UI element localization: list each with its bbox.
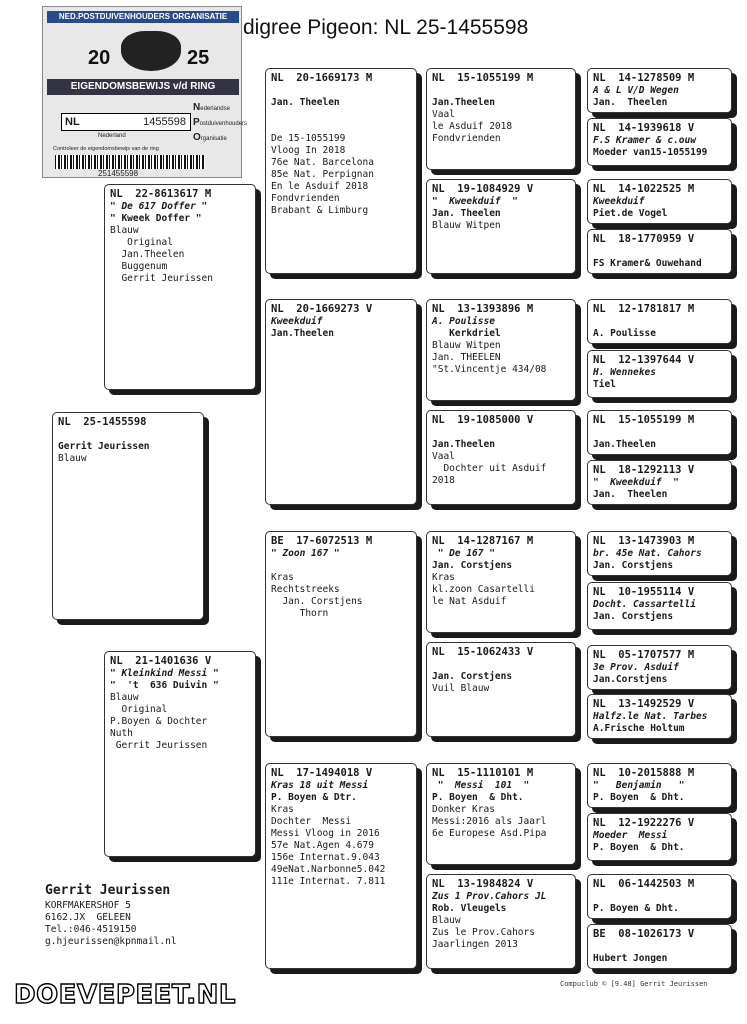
- pigeon-line: Blauw Witpen: [432, 340, 501, 351]
- pigeon-ring: NL 14-1022525 M: [593, 183, 695, 195]
- pigeon-line: 57e Nat.Agen 4.679: [271, 840, 374, 851]
- pigeon-line: Blauw: [58, 453, 87, 464]
- pigeon-ring: NL 15-1062433 V: [432, 646, 534, 658]
- pigeon-line: Original: [110, 704, 168, 715]
- pigeon-card-ssd: [426, 179, 576, 274]
- pigeon-line: [271, 121, 411, 133]
- pigeon-line: [593, 941, 726, 953]
- pigeon-line: P. Boyen & Dtr.: [271, 792, 357, 803]
- pigeon-line: 111e Internat. 7.811: [271, 876, 386, 887]
- pigeon-line: "St.Vincentje 434/08: [432, 364, 547, 375]
- pigeon-ring: NL 20-1669273 V: [271, 303, 373, 315]
- pigeon-line: " Kweek Doffer ": [110, 213, 202, 224]
- pigeon-line: [432, 85, 570, 97]
- pigeon-line: Vaal: [432, 451, 455, 462]
- pigeon-line: Nuth: [110, 728, 133, 739]
- pigeon-ring: NL 20-1669173 M: [271, 72, 373, 84]
- pigeon-ring: NL 19-1084929 V: [432, 183, 534, 195]
- footer-credit: Compuclub © [9.48] Gerrit Jeurissen: [560, 980, 708, 988]
- pigeon-line: Jaarlingen 2013: [432, 939, 518, 950]
- barcode-number: 251455598: [98, 169, 139, 178]
- pigeon-line: " De 167 ": [432, 548, 495, 559]
- pigeon-line: Tiel: [593, 379, 616, 390]
- ring-card-header: NED.POSTDUIVENHOUDERS ORGANISATIE: [47, 11, 239, 23]
- pigeon-line: " Kweekduif ": [593, 477, 679, 488]
- pigeon-line: H. Wennekes: [593, 367, 656, 378]
- pigeon-card-g8: [587, 460, 732, 505]
- pigeon-line: P.Boyen & Dochter: [110, 716, 208, 727]
- pigeon-card-dd: [265, 763, 417, 969]
- pigeon-line: Jan. Theelen: [593, 489, 668, 500]
- pigeon-line: Jan. Theelen: [271, 97, 340, 108]
- pigeon-line: Gerrit Jeurissen: [58, 441, 150, 452]
- pigeon-line: A.Frische Holtum: [593, 723, 685, 734]
- pigeon-line: Kras: [271, 572, 294, 583]
- pigeon-card-g11: [587, 645, 732, 690]
- pigeon-line: [593, 316, 726, 328]
- pigeon-ring: NL 13-1984824 V: [432, 878, 534, 890]
- pigeon-card-sss: [426, 68, 576, 170]
- pigeon-card-g3: [587, 179, 732, 224]
- pigeon-line: " 't 636 Duivin ": [110, 680, 219, 691]
- pigeon-line: " Benjamin ": [593, 780, 685, 791]
- pigeon-line: Kerkdriel: [432, 328, 501, 339]
- page-title: digree Pigeon: NL 25-1455598: [243, 16, 529, 39]
- pigeon-line: A. Poulisse: [432, 316, 495, 327]
- pigeon-line: Blauw: [110, 225, 139, 236]
- pigeon-line: De 15-1055199: [271, 133, 346, 144]
- pigeon-line: 2018: [432, 475, 455, 486]
- pigeon-card-dds: [426, 763, 576, 865]
- pigeon-line: Hubert Jongen: [593, 953, 668, 964]
- pigeon-line: A. Poulisse: [593, 328, 656, 339]
- pigeon-line: 49eNat.Narbonne5.042: [271, 864, 386, 875]
- pigeon-line: Blauw Witpen: [432, 220, 501, 231]
- pigeon-ring: NL 13-1393896 M: [432, 303, 534, 315]
- ring-card-year-left: 20: [88, 47, 111, 69]
- pigeon-line: Jan.Theelen: [110, 249, 185, 260]
- pigeon-line: Original: [110, 237, 173, 248]
- pigeon-ring: NL 21-1401636 V: [110, 655, 212, 667]
- pigeon-line: Jan.Theelen: [593, 439, 656, 450]
- pigeon-line: Zus 1 Prov.Cahors JL: [432, 891, 547, 902]
- pigeon-ring: NL 15-1055199 M: [432, 72, 534, 84]
- pigeon-line: 6e Europese Asd.Pipa: [432, 828, 547, 839]
- pigeon-ring: NL 10-2015888 M: [593, 767, 695, 779]
- pigeon-card-dsd: [426, 642, 576, 737]
- pigeon-line: Jan. Corstjens: [593, 611, 674, 622]
- owner-email: g.hjeurissen@kpnmail.nl: [45, 936, 177, 947]
- pigeon-line: P. Boyen & Dht.: [593, 903, 679, 914]
- pigeon-line: Moeder van15-1055199: [593, 147, 708, 158]
- pigeon-ring: NL 15-1110101 M: [432, 767, 534, 779]
- pigeon-line: Rob. Vleugels: [432, 903, 507, 914]
- pigeon-card-sd: [265, 299, 417, 505]
- pigeon-ring: NL 06-1442503 M: [593, 878, 695, 890]
- pigeon-line: Kweekduif: [271, 316, 323, 327]
- ring-number-box: [61, 113, 191, 131]
- pigeon-line: Moeder Messi: [593, 830, 668, 841]
- pigeon-line: " Zoon 167 ": [271, 548, 340, 559]
- owner-info: [45, 882, 177, 948]
- pigeon-ring: NL 18-1770959 V: [593, 233, 695, 245]
- pigeon-line: Dochter uit Asduif: [432, 463, 547, 474]
- pigeon-line: 85e Nat. Perpignan: [271, 169, 374, 180]
- pigeon-ring: NL 14-1278509 M: [593, 72, 695, 84]
- pigeon-ring: NL 05-1707577 M: [593, 649, 695, 661]
- pigeon-ring: NL 18-1292113 V: [593, 464, 695, 476]
- pigeon-line: le Asduif 2018: [432, 121, 513, 132]
- pigeon-line: Jan. Corstjens: [593, 560, 674, 571]
- pigeon-line: Jan.Theelen: [432, 97, 495, 108]
- pigeon-card-g9: [587, 531, 732, 576]
- pigeon-card-dss: [426, 531, 576, 633]
- pigeon-line: Buggenum: [110, 261, 168, 272]
- ring-country-code: NL: [65, 116, 80, 128]
- pigeon-card-ddd: [426, 874, 576, 969]
- pigeon-card-sds: [426, 299, 576, 401]
- pigeon-line: 156e Internat.9.043: [271, 852, 380, 863]
- pigeon-line: Rechtstreeks: [271, 584, 340, 595]
- watermark-logo: DOEVEPEET.NL: [14, 980, 236, 1010]
- pigeon-ring: NL 13-1492529 V: [593, 698, 695, 710]
- pigeon-card-g12: [587, 694, 732, 739]
- pigeon-line: Gerrit Jeurissen: [110, 740, 208, 751]
- pigeon-card-sire: [104, 184, 256, 390]
- pigeon-ring: NL 12-1922276 V: [593, 817, 695, 829]
- pigeon-line: Gerrit Jeurissen: [110, 273, 213, 284]
- pigeon-card-g5: [587, 299, 732, 344]
- pigeon-ring: BE 17-6072513 M: [271, 535, 373, 547]
- pigeon-ring: NL 15-1055199 M: [593, 414, 695, 426]
- pigeon-card-ds: [265, 531, 417, 737]
- ring-ownership-card: [42, 6, 248, 178]
- pigeon-line: Vaal: [432, 109, 455, 120]
- pigeon-line: Donker Kras: [432, 804, 495, 815]
- pigeon-line: A & L V/D Wegen: [593, 85, 679, 96]
- pigeon-line: " De 617 Doffer ": [110, 201, 208, 212]
- pigeon-line: [593, 891, 726, 903]
- pigeon-line: Blauw: [110, 692, 139, 703]
- pigeon-line: Halfz.le Nat. Tarbes: [593, 711, 708, 722]
- pigeon-line: [593, 246, 726, 258]
- pigeon-card-g15: [587, 874, 732, 919]
- pigeon-line: En le Asduif 2018: [271, 181, 369, 192]
- ring-card-year-right: 25: [187, 47, 210, 69]
- pigeon-line: Dochter Messi: [271, 816, 352, 827]
- pigeon-line: Thorn: [271, 608, 329, 619]
- ring-card-control-text: Controleer de eigendomsbewijs van de ring: [53, 146, 159, 152]
- pigeon-card-g13: [587, 763, 732, 808]
- pigeon-line: le Nat Asduif: [432, 596, 507, 607]
- pigeon-line: kl.zoon Casartelli: [432, 584, 535, 595]
- pigeon-card-g2: [587, 118, 732, 166]
- pigeon-line: [271, 109, 411, 121]
- pigeon-line: Piet.de Vogel: [593, 208, 668, 219]
- pigeon-line: Brabant & Limburg: [271, 205, 369, 216]
- pigeon-line: Kras: [432, 572, 455, 583]
- pigeon-card-ss: [265, 68, 417, 274]
- pigeon-line: Fondvrienden: [271, 193, 340, 204]
- pigeon-ring: BE 08-1026173 V: [593, 928, 695, 940]
- pigeon-ring: NL 19-1085000 V: [432, 414, 534, 426]
- pigeon-ring: NL 13-1473903 M: [593, 535, 695, 547]
- pigeon-line: P. Boyen & Dht.: [593, 842, 685, 853]
- ring-card-country: Nederland: [98, 133, 126, 139]
- pigeon-card-g10: [587, 582, 732, 630]
- pigeon-line: Jan.Corstjens: [593, 674, 668, 685]
- pigeon-card-sdd: [426, 410, 576, 505]
- npo-letters: Nederlandse Postduivenhouders Organisatie: [193, 102, 248, 143]
- pigeon-ring: NL 10-1955114 V: [593, 586, 695, 598]
- pigeon-card-g4: [587, 229, 732, 274]
- pigeon-line: Blauw: [432, 915, 461, 926]
- owner-name: Gerrit Jeurissen: [45, 883, 171, 898]
- owner-postcode: 6162.JX GELEEN: [45, 912, 131, 923]
- pigeon-card-g1: [587, 68, 732, 113]
- pigeon-line: Jan. Theelen: [593, 97, 668, 108]
- pigeon-line: [271, 560, 411, 572]
- pigeon-line: Fondvrienden: [432, 133, 501, 144]
- pigeon-card-dam: [104, 651, 256, 857]
- pigeon-ring: NL 17-1494018 V: [271, 767, 373, 779]
- pigeon-ring: NL 14-1287167 M: [432, 535, 534, 547]
- pigeon-card-g6: [587, 350, 732, 398]
- pigeon-line: Messi:2016 als Jaarl: [432, 816, 547, 827]
- pigeon-ring: NL 14-1939618 V: [593, 122, 695, 134]
- owner-phone: Tel.:046-4519150: [45, 924, 137, 935]
- pigeon-line: Vuil Blauw: [432, 683, 490, 694]
- pigeon-line: [58, 429, 198, 441]
- ring-card-subtitle: EIGENDOMSBEWIJS v/d RING: [47, 79, 239, 95]
- pigeon-line: [432, 659, 570, 671]
- pigeon-line: br. 45e Nat. Cahors: [593, 548, 702, 559]
- pigeon-line: [271, 85, 411, 97]
- pigeon-ring: NL 12-1781817 M: [593, 303, 695, 315]
- pigeon-line: [432, 427, 570, 439]
- pigeon-line: Jan. THEELEN: [432, 352, 501, 363]
- pigeon-line: Kras 18 uit Messi: [271, 780, 369, 791]
- pigeon-line: [593, 427, 726, 439]
- pigeon-ring: NL 22-8613617 M: [110, 188, 212, 200]
- pigeon-line: 3e Prov. Asduif: [593, 662, 679, 673]
- pigeon-card-g14: [587, 813, 732, 861]
- pigeon-line: Zus le Prov.Cahors: [432, 927, 535, 938]
- pigeon-line: Jan. Corstjens: [271, 596, 363, 607]
- owner-address: KORFMAKERSHOF 5: [45, 900, 131, 911]
- pigeon-line: Jan. Corstjens: [432, 671, 513, 682]
- pigeon-line: " Kweekduif ": [432, 196, 518, 207]
- pigeon-line: 76e Nat. Barcelona: [271, 157, 374, 168]
- barcode: [55, 155, 205, 169]
- pigeon-line: Jan.Theelen: [432, 439, 495, 450]
- pigeon-card-subject: [52, 412, 204, 620]
- pigeon-line: P. Boyen & Dht.: [593, 792, 685, 803]
- pigeon-line: " Messi 101 ": [432, 780, 530, 791]
- pigeon-line: F.S Kramer & c.ouw: [593, 135, 696, 146]
- pigeon-line: Kweekduif: [593, 196, 645, 207]
- pigeon-line: Vloog In 2018: [271, 145, 346, 156]
- lion-emblem-icon: [121, 31, 181, 71]
- pigeon-line: FS Kramer& Ouwehand: [593, 258, 702, 269]
- pigeon-line: Jan. Theelen: [432, 208, 501, 219]
- pigeon-line: Docht. Cassartelli: [593, 599, 696, 610]
- pigeon-ring: NL 12-1397644 V: [593, 354, 695, 366]
- pigeon-line: Kras: [271, 804, 294, 815]
- pigeon-line: " Kleinkind Messi ": [110, 668, 219, 679]
- pigeon-ring: NL 25-1455598: [58, 416, 147, 428]
- pigeon-line: Jan. Corstjens: [432, 560, 513, 571]
- ring-number: 1455598: [143, 116, 186, 128]
- pigeon-card-g7: [587, 410, 732, 455]
- pigeon-card-g16: [587, 924, 732, 969]
- pigeon-line: P. Boyen & Dht.: [432, 792, 524, 803]
- pigeon-line: Jan.Theelen: [271, 328, 334, 339]
- pigeon-line: Messi Vloog in 2016: [271, 828, 380, 839]
